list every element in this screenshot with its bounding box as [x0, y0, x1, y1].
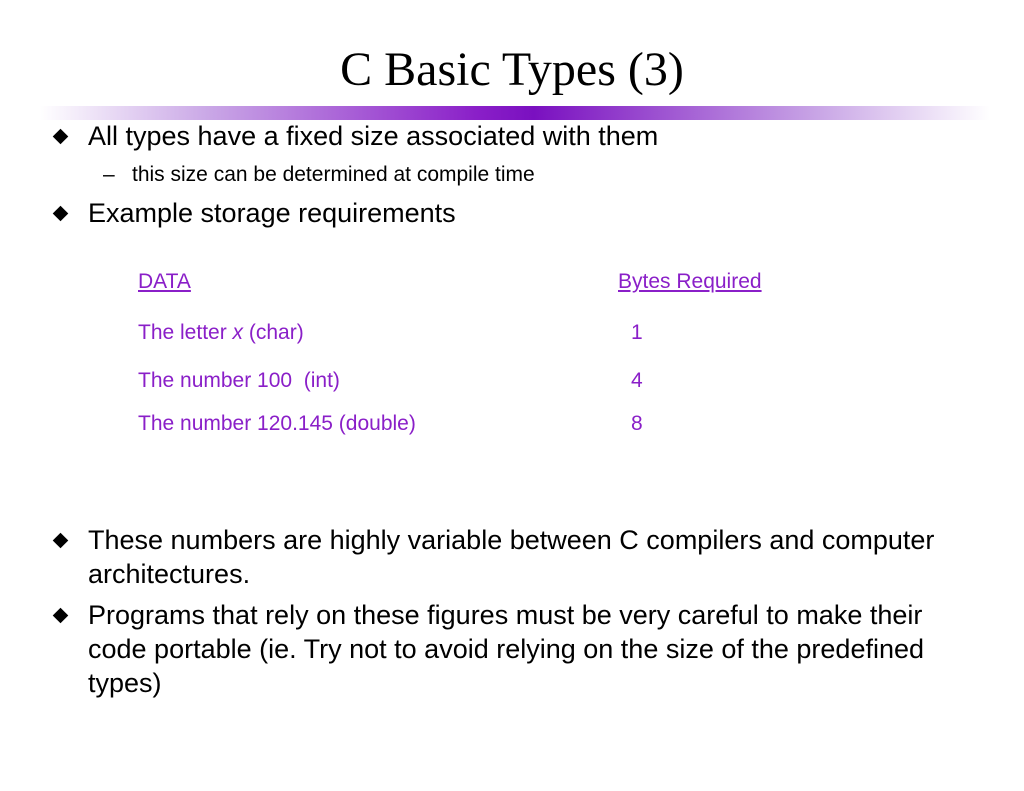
- table-header-bytes: Bytes Required: [618, 270, 762, 293]
- table-row-bytes: 8: [631, 412, 643, 435]
- sub-bullet-text: this size can be determined at compile time: [132, 163, 535, 186]
- row-label-post: (char): [243, 321, 304, 344]
- table-row-label: [138, 320, 304, 346]
- row-label-pre: The letter: [138, 321, 233, 344]
- table-row-bytes: 4: [631, 369, 643, 392]
- diamond-bullet-icon: [53, 206, 69, 222]
- bullet-text: Example storage requirements: [88, 198, 456, 228]
- bullet-text: All types have a fixed size associated with them: [88, 121, 659, 151]
- bullet-text: These numbers are highly variable between C compilers and computer architectures.: [88, 525, 935, 589]
- slide-title: C Basic Types (3): [340, 43, 684, 96]
- row-label-var: x: [232, 321, 244, 344]
- table-row-label: The number 100 (int): [138, 369, 340, 392]
- diamond-bullet-icon: [53, 533, 69, 549]
- table-row-bytes: 1: [631, 321, 643, 344]
- bullet-text: Programs that rely on these figures must be very careful to make their code portable (ie. Try not to avoid relying on the size of the predefined types): [88, 600, 925, 698]
- table-header-data: DATA: [138, 270, 191, 293]
- table-row-label: The number 120.145 (double): [138, 412, 416, 435]
- title-divider: [40, 106, 990, 120]
- dash-bullet-icon: –: [103, 163, 115, 186]
- diamond-bullet-icon: [53, 129, 69, 145]
- diamond-bullet-icon: [53, 608, 69, 624]
